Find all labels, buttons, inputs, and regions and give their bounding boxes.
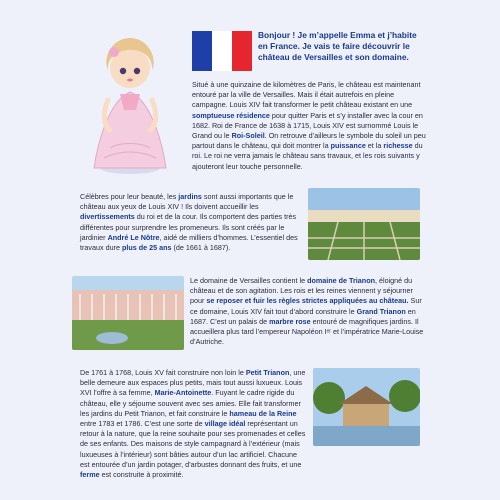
highlight-text: jardins	[178, 192, 202, 201]
paragraph-petit-trianon	[80, 368, 308, 480]
body-text: , éloigné du château et de son agitation. Les rois et les reines viennent y séjourner pour	[190, 276, 413, 306]
body-text: entouré de magnifiques jardins. Il accueillera plus tard l’empereur Napoléon Iᵉʳ et l’impératrice Marie-Louise d’Autriche.	[190, 316, 424, 347]
highlight-text: André Le Nôtre	[107, 232, 160, 242]
body-text: , une belle demeure aux espaces plus petits, mais tout aussi luxueux. Louis XVI l’offre à sa femme,	[80, 368, 306, 398]
paragraph-chateau	[192, 80, 428, 172]
highlight-text: puissance	[330, 141, 366, 151]
highlight-text: ferme	[80, 470, 100, 480]
body-text: du roi. Le roi ne verra jamais le château sans travaux, et les rois suivants y ajouteront leur touche personnelle.	[192, 141, 423, 171]
highlight-text: village idéal	[204, 419, 246, 429]
flag-red-band	[232, 31, 252, 71]
body-text: entre 1783 et 1786. C’est une sorte de	[80, 419, 205, 429]
body-text: Sur ce domaine, Louis XIV fait tout d’abord construire le	[190, 296, 422, 316]
french-flag	[192, 31, 252, 71]
highlight-text: Roi-Soleil	[231, 131, 265, 141]
body-text: (de 1661 à 1687).	[171, 243, 231, 253]
highlight-text: Grand Trianon	[356, 306, 406, 316]
body-text: De 1761 à 1768, Louis XV fait construire non loin le	[80, 368, 246, 377]
highlight-text: Marie-Antoinette	[154, 388, 212, 398]
flag-blue-band	[192, 31, 212, 71]
highlight-text: se reposer et fuir les règles strictes appliquées au château.	[206, 296, 409, 306]
highlight-text: plus de 25 ans	[121, 243, 172, 253]
body-text: sont aussi importants que le château aux yeux de Louis XIV ! Ils doivent accueillir les	[80, 192, 294, 212]
body-text: en 1687. C’est un palais de	[190, 306, 416, 326]
paragraph-jardins	[80, 192, 302, 253]
highlight-text: hameau de la Reine	[229, 408, 297, 418]
body-text: , aidé de milliers d’hommes. L’essentiel des travaux dure	[80, 232, 298, 253]
body-text: . Fuyant le cadre rigide du château, elle y séjourne souvent avec ses amies. Elle fait transformer les jardins du Petit Trianon, et fait construire le	[80, 388, 301, 418]
grand-trianon-photo	[72, 276, 184, 350]
body-text: pour quitter Paris et s’y installer avec la cour en 1682. Roi de France de 1638 à 1715, Louis XIV est surnommé Louis le Grand ou le	[192, 110, 423, 141]
body-text: et la	[365, 141, 384, 151]
body-text: du roi et de la cour. Ils comportent des parties très différentes pour surprendre les promeneurs. Ils sont créés par le jardinier	[80, 212, 297, 242]
doll-illustration	[80, 30, 180, 180]
intro-text: Bonjour ! Je m’appelle Emma et j’habite en France. Je vais te faire découvrir le château de Versailles et son domaine.	[258, 30, 417, 62]
highlight-text: richesse	[383, 141, 413, 151]
body-text: Situé à une quinzaine de kilomètres de Paris, le château est maintenant entouré par la ville de Versailles. Mais il était autrefois en pleine campagne. Louis XIV fait transformer le petit château existant en une	[192, 80, 421, 110]
highlight-text: marbre rose	[269, 316, 311, 326]
versailles-gardens-photo	[308, 188, 420, 260]
flag-white-band	[212, 31, 232, 71]
highlight-text: divertissements	[80, 212, 135, 222]
highlight-text: domaine de Trianon	[307, 276, 375, 285]
hameau-de-la-reine-photo	[313, 368, 420, 446]
body-text: Célèbres pour leur beauté, les	[80, 192, 179, 201]
body-text: . On retrouve d’ailleurs le symbole du soleil un peu partout dans le château, qui doit montrer la	[192, 131, 426, 151]
body-text: représentant un retour à la nature, que la reine souhaite pour ses promenades et celles de ses enfants. Des maisons de style campagnard à l’extérieur (mais luxueuses à l’intérieur) sont bâties autour d’un lac artificiel. Chacune est entourée d’un jardin potager, d’arbustes donnant des fruits, et une	[80, 419, 306, 469]
highlight-text: Petit Trianon	[245, 368, 290, 377]
body-text: est construite à proximité.	[99, 470, 184, 480]
paragraph-trianon	[190, 276, 426, 347]
highlight-text: somptueuse résidence	[192, 110, 270, 120]
body-text: Le domaine de Versailles contient le	[190, 276, 308, 285]
